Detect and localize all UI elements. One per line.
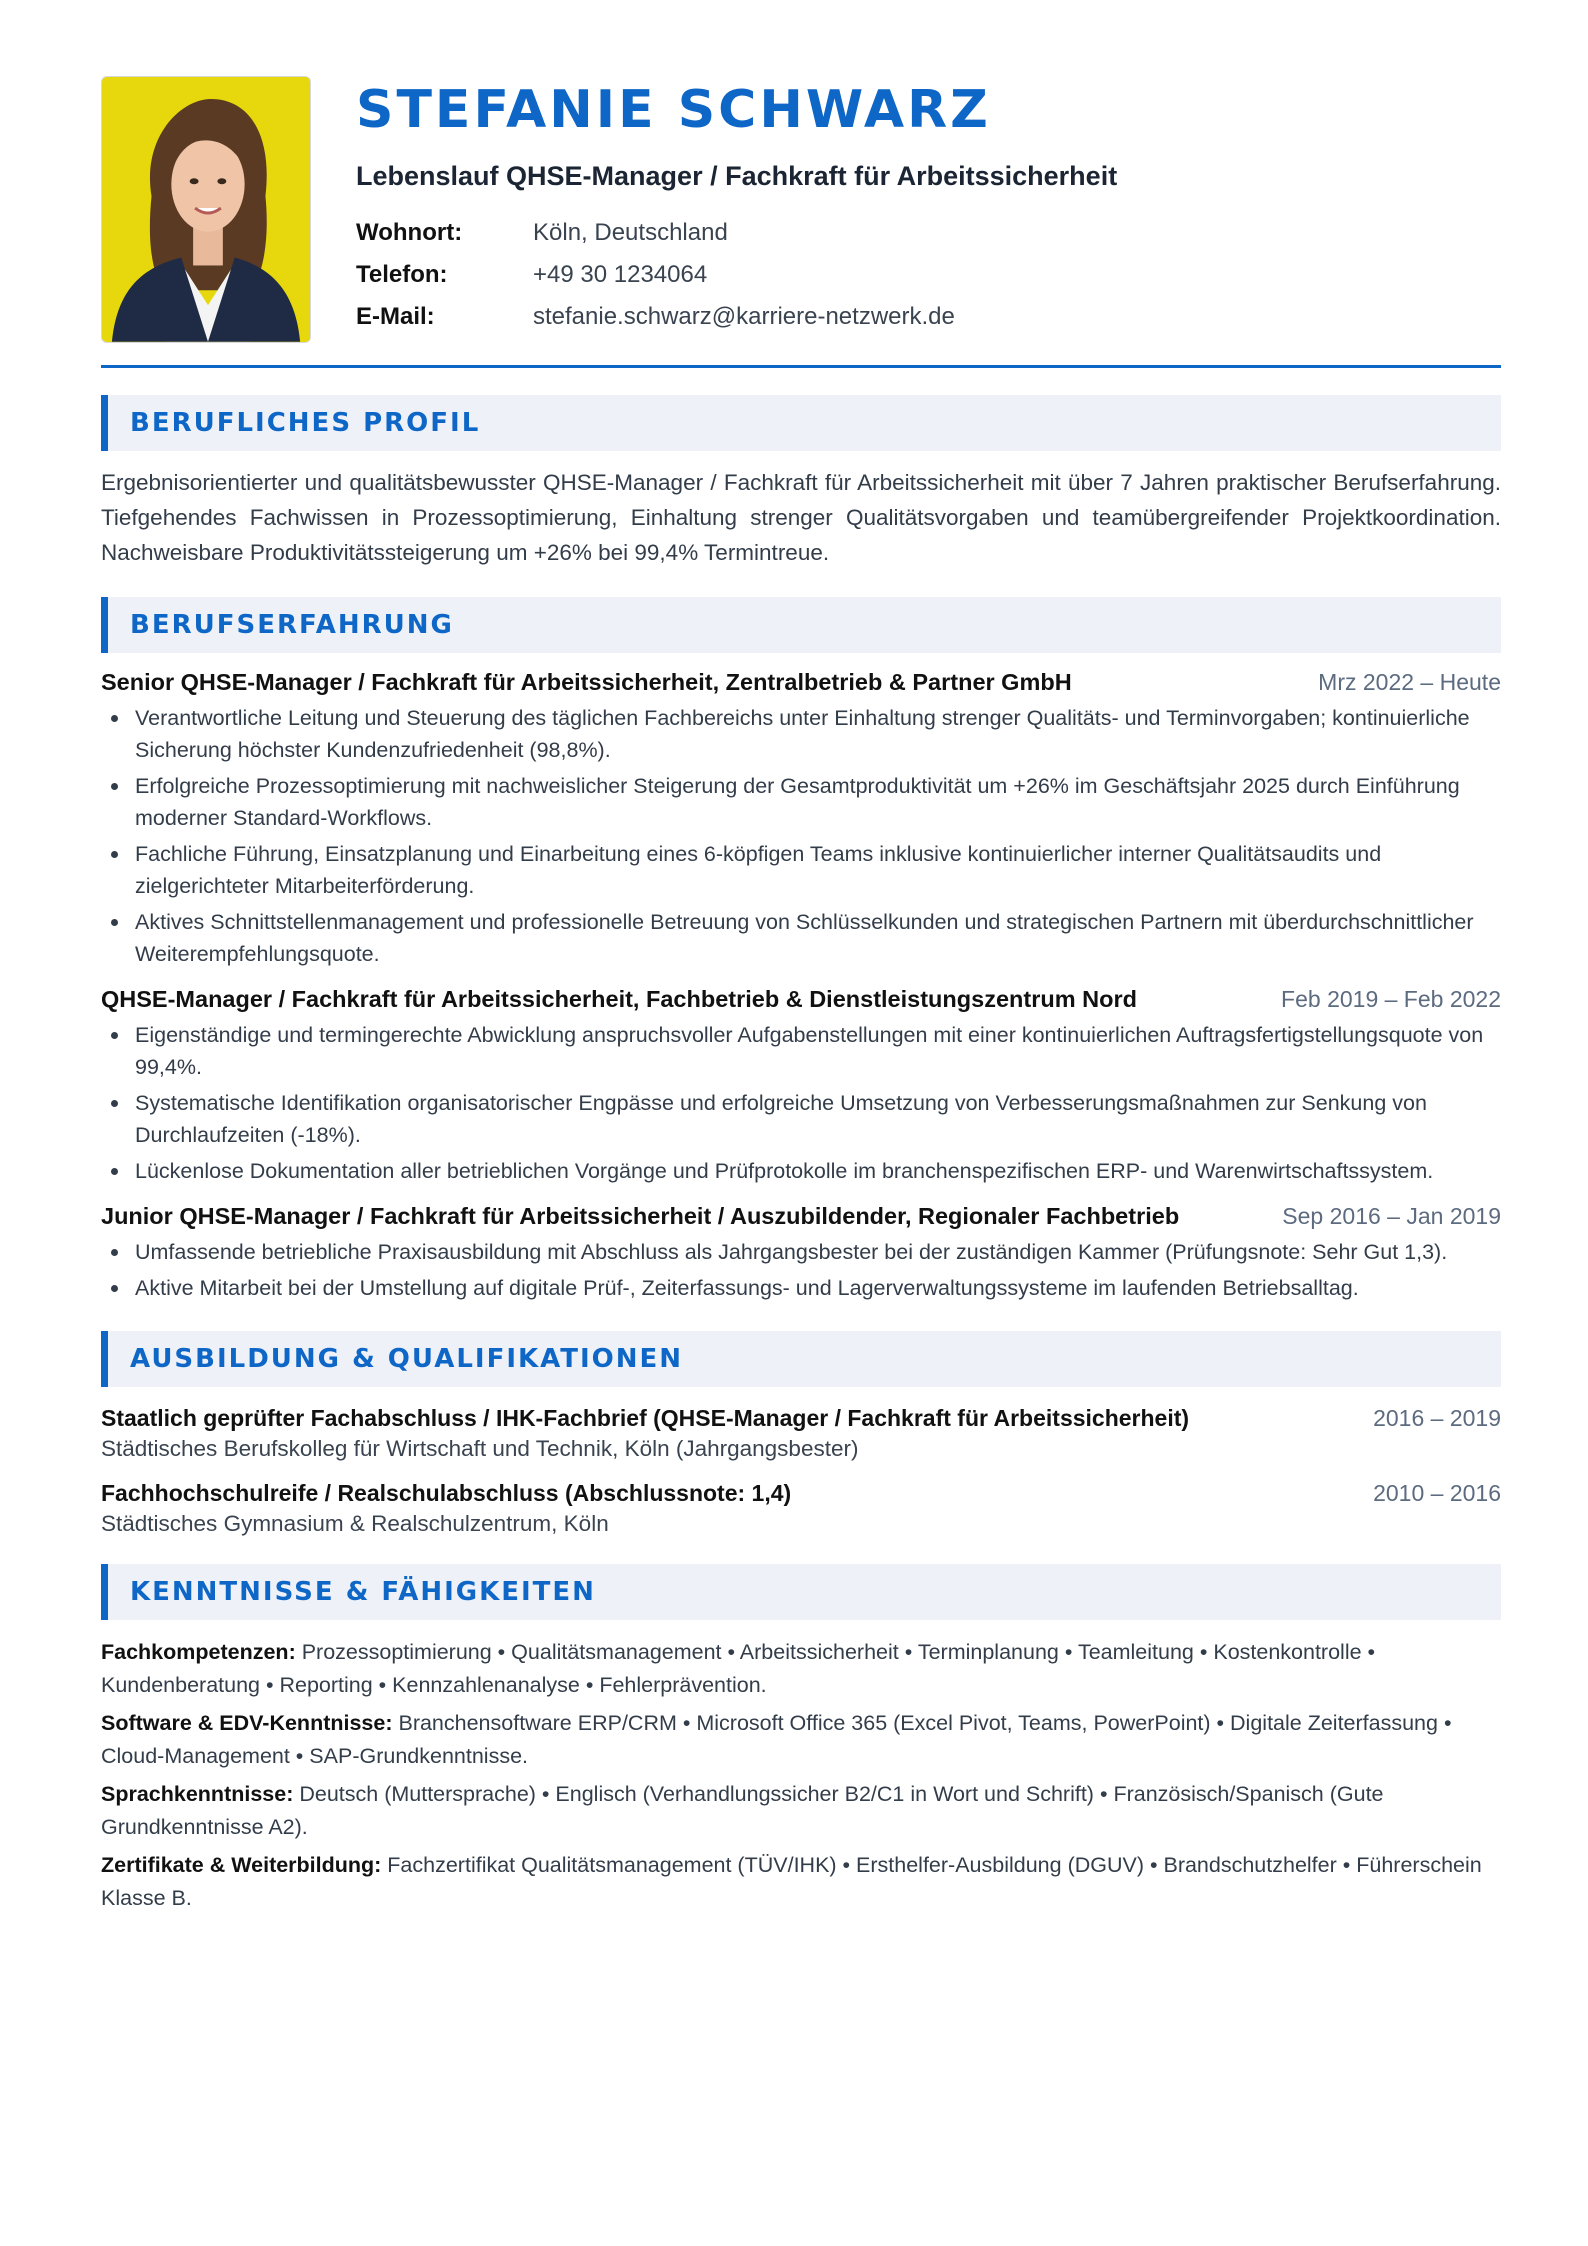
job-entry (101, 1203, 1501, 1304)
section-header-experience (101, 597, 1501, 653)
skill-row-expertise (101, 1636, 1501, 1702)
skill-value: Branchensoftware ERP/CRM • Microsoft Office 365 (Excel Pivot, Teams, PowerPoint) • Digitale Zeiterfassung • Cloud-Management • SAP-Grundkenntnisse. (101, 1711, 1452, 1768)
skill-label: Zertifikate & Weiterbildung: (101, 1853, 382, 1877)
job-date: Sep 2016 – Jan 2019 (1282, 1203, 1501, 1229)
profile-summary: Ergebnisorientierter und qualitätsbewusster QHSE-Manager / Fachkraft für Arbeitssicherheit mit über 7 Jahren praktischer Berufserfahrung. Tiefgehendes Fachwissen in Prozessoptimierung, Einhaltung strenger Qualitätsvorgaben und teamübergreifender Projektkoordination. Nachweisbare Produktivitätssteigerung um +26% bei 99,4% Termintreue. (101, 470, 1501, 565)
section-title: AUSBILDUNG & QUALIFIKATIONEN (130, 1344, 684, 1374)
job-bullet: Systematische Identifikation organisatorischer Engpässe und erfolgreiche Umsetzung von Verbesserungsmaßnahmen zur Senkung von Durchlaufzeiten (-18%). (101, 1087, 1501, 1151)
profile-photo (101, 76, 311, 343)
degree-title: Staatlich geprüfter Fachabschluss / IHK-Fachbrief (QHSE-Manager / Fachkraft für Arbeitssicherheit) (101, 1405, 1190, 1431)
job-bullet: Lückenlose Dokumentation aller betrieblichen Vorgänge und Prüfprotokolle im branchenspezifischen ERP- und Warenwirtschaftssystem. (101, 1155, 1501, 1187)
contact-phone[interactable]: +49 30 1234064 (533, 261, 708, 288)
contact-label: E-Mail: (356, 303, 435, 330)
education-list (101, 1405, 1501, 1537)
job-bullets (101, 1236, 1501, 1304)
portrait-illustration (102, 77, 310, 342)
skill-row-languages (101, 1778, 1501, 1844)
education-entry (101, 1480, 1501, 1537)
section-header-profile (101, 395, 1501, 451)
job-bullet: Fachliche Führung, Einsatzplanung und Einarbeitung eines 6-köpfigen Teams inklusive kontinuierlicher interner Qualitätsaudits und zielgerichteter Mitarbeiterförderung. (101, 838, 1501, 902)
resume-header (101, 76, 1501, 343)
skill-label: Software & EDV-Kenntnisse: (101, 1711, 393, 1735)
degree-title: Fachhochschulreife / Realschulabschluss (Abschlussnote: 1,4) (101, 1480, 792, 1506)
section-header-education (101, 1331, 1501, 1387)
job-bullet: Eigenständige und termingerechte Abwicklung anspruchsvoller Aufgabenstellungen mit einer kontinuierlichen Auftragsfertigstellungsquote von 99,4%. (101, 1019, 1501, 1083)
job-bullet: Aktive Mitarbeit bei der Umstellung auf digitale Prüf-, Zeiterfassungs- und Lagerverwaltungssysteme im laufenden Betriebsalltag. (101, 1272, 1501, 1304)
skill-value: Deutsch (Muttersprache) • Englisch (Verhandlungssicher B2/C1 in Wort und Schrift) • Französisch/Spanisch (Gute Grundkenntnisse A2). (101, 1782, 1384, 1839)
section-title: BERUFSERFAHRUNG (130, 610, 454, 640)
header-info (356, 76, 1117, 338)
job-bullet: Aktives Schnittstellenmanagement und professionelle Betreuung von Schlüsselkunden und strategischen Partnern mit überdurchschnittlicher Weiterempfehlungsquote. (101, 906, 1501, 970)
skills-list (101, 1636, 1501, 1915)
contact-row-email (356, 296, 1117, 338)
job-date: Feb 2019 – Feb 2022 (1281, 986, 1501, 1012)
skill-value: Fachzertifikat Qualitätsmanagement (TÜV/IHK) • Ersthelfer-Ausbildung (DGUV) • Brandschutzhelfer • Führerschein Klasse B. (101, 1853, 1482, 1910)
education-header (101, 1480, 1501, 1507)
header-divider (101, 365, 1501, 368)
job-bullet: Erfolgreiche Prozessoptimierung mit nachweislicher Steigerung der Gesamtproduktivität um +26% im Geschäftsjahr 2025 durch Einführung moderner Standard-Workflows. (101, 770, 1501, 834)
contact-email[interactable]: stefanie.schwarz@karriere-netzwerk.de (533, 303, 955, 330)
section-title: KENNTNISSE & FÄHIGKEITEN (130, 1577, 596, 1607)
education-entry (101, 1405, 1501, 1462)
job-header (101, 986, 1501, 1013)
skill-label: Fachkompetenzen: (101, 1640, 296, 1664)
job-date: Mrz 2022 – Heute (1318, 669, 1501, 695)
contact-block (356, 212, 1117, 338)
candidate-name: STEFANIE SCHWARZ (356, 80, 991, 140)
job-entry (101, 986, 1501, 1187)
skill-row-software (101, 1707, 1501, 1773)
job-header (101, 669, 1501, 696)
section-title: BERUFLICHES PROFIL (130, 408, 481, 438)
job-title: Junior QHSE-Manager / Fachkraft für Arbeitssicherheit / Auszubildender, Regionaler Fachbetrieb (101, 1203, 1180, 1229)
school-name: Städtisches Gymnasium & Realschulzentrum, Köln (101, 1511, 609, 1536)
education-date: 2016 – 2019 (1373, 1405, 1501, 1431)
job-bullets (101, 702, 1501, 970)
contact-location: Köln, Deutschland (533, 219, 728, 246)
contact-row-phone (356, 254, 1117, 296)
job-entry (101, 669, 1501, 970)
job-title: Senior QHSE-Manager / Fachkraft für Arbeitssicherheit, Zentralbetrieb & Partner GmbH (101, 669, 1072, 695)
skill-value: Prozessoptimierung • Qualitätsmanagement • Arbeitssicherheit • Terminplanung • Teamleitung • Kostenkontrolle • Kundenberatung • Reporting • Kennzahlenanalyse • Fehlerprävention. (101, 1640, 1376, 1697)
job-bullets (101, 1019, 1501, 1187)
contact-label: Wohnort: (356, 219, 463, 246)
job-header (101, 1203, 1501, 1230)
experience-list (101, 669, 1501, 1304)
skill-row-certificates (101, 1849, 1501, 1915)
school-name: Städtisches Berufskolleg für Wirtschaft und Technik, Köln (Jahrgangsbester) (101, 1436, 859, 1461)
contact-label: Telefon: (356, 261, 448, 288)
skill-label: Sprachkenntnisse: (101, 1782, 294, 1806)
job-bullet: Verantwortliche Leitung und Steuerung des täglichen Fachbereichs unter Einhaltung strenger Qualitäts- und Terminvorgaben; kontinuierliche Sicherung höchster Kundenzufriedenheit (98,8%). (101, 702, 1501, 766)
job-bullet: Umfassende betriebliche Praxisausbildung mit Abschluss als Jahrgangsbester bei der zuständigen Kammer (Prüfungsnote: Sehr Gut 1,3). (101, 1236, 1501, 1268)
job-title: QHSE-Manager / Fachkraft für Arbeitssicherheit, Fachbetrieb & Dienstleistungszentrum Nord (101, 986, 1137, 1012)
contact-row-location (356, 212, 1117, 254)
education-date: 2010 – 2016 (1373, 1480, 1501, 1506)
resume-subtitle: Lebenslauf QHSE-Manager / Fachkraft für Arbeitssicherheit (356, 161, 1118, 191)
section-header-skills (101, 1564, 1501, 1620)
education-header (101, 1405, 1501, 1432)
